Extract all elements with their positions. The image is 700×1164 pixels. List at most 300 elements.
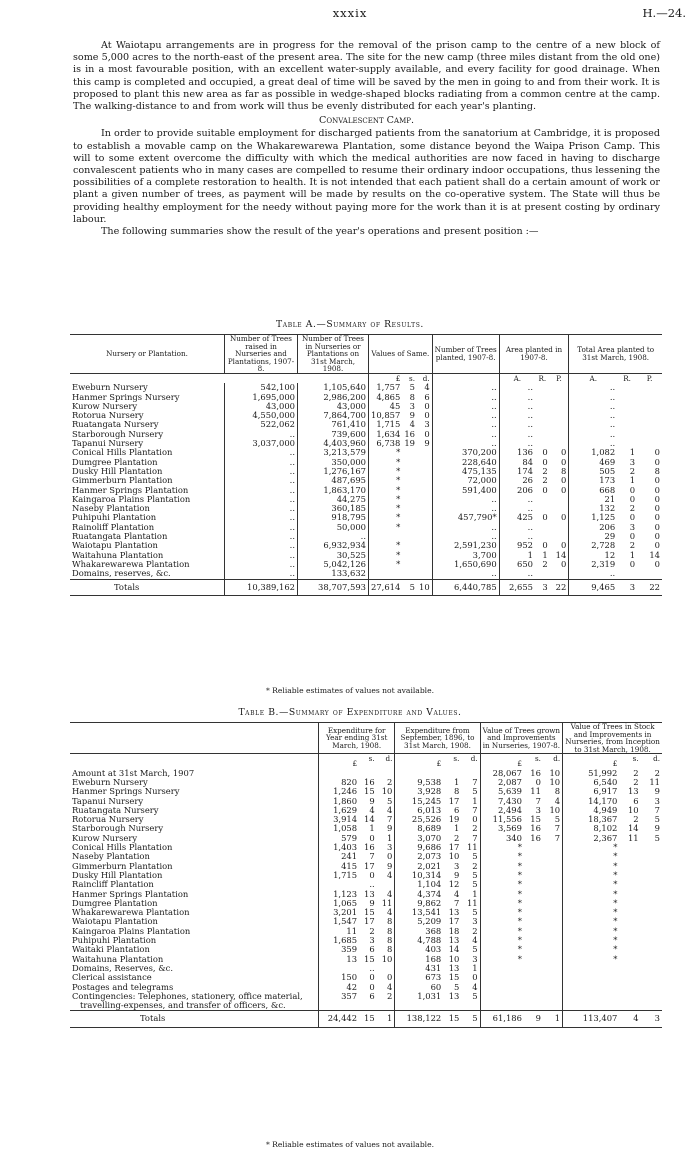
table-cell [402,523,417,532]
table-cell: 3 [629,521,636,532]
table-cell: 6,013 [395,806,443,815]
table-cell: 13,541 [395,908,443,917]
table-cell: 761,410 [298,420,369,429]
table-cell: 1,031 [395,992,443,1011]
table-cell: 5 [472,851,478,862]
table-cell: Ruatangata Nursery [72,804,159,815]
table-cell: 13 [448,962,460,973]
table-cell: 739,600 [298,430,369,439]
table-cell: 4 [424,382,430,393]
table-cell [543,899,563,908]
table-cell: 1 [472,962,478,973]
table-b-header: Value of Trees grown and Improvements in Nurseries, 1907-8. [480,723,563,754]
table-cell: d. [385,754,393,764]
table-cell: 84 [499,458,535,467]
table-cell [543,862,563,871]
table-cell: 132 [569,504,617,513]
table-cell: 1 [472,888,478,899]
table-cell [543,917,563,926]
table-cell: 11 [381,897,393,908]
table-cell: 0 [654,475,660,486]
table-cell: 9 [387,860,393,871]
table-cell: 475,135 [432,467,499,476]
table-cell: .. [432,383,499,392]
table-cell: 2 [654,767,660,778]
table-cell: P. [646,373,653,383]
table-cell: * [480,899,524,908]
table-cell: .. [499,411,535,420]
table-a-units-row [70,373,662,383]
table-cell [543,936,563,945]
table-cell: 5 [472,990,478,1001]
table-cell: 4 [472,981,478,992]
paragraph-waiotapu: At Waiotapu arrangements are in progress for the removal of the prison camp to the centre of a new block of some 5,000 acres to the north-east of the present area. The site for the new camp (three miles distant from the old one) is in a most favourable position, with an excellent water-supply available, and every facility for good drainage. When this camp is completed and occupied, a great deal of time will be saved by the men in going to and from their work. It is proposed to plant this new area as far as possible in wedge-shaped blocks radiating from a common centre at the camp. The walking-distance to and from work will thus be evenly distributed for each year's planting. [73,40,660,113]
table-cell: 5 [554,814,561,825]
table-cell: 3 [454,860,460,871]
table-cell: 3 [535,579,550,595]
table-cell: 0 [424,400,430,411]
table-cell [550,411,569,420]
table-cell: 2 [387,776,393,787]
table-cell: Kurow Nursery [72,400,138,411]
table-cell [524,992,543,1011]
table-a-row [70,448,662,457]
table-cell: 7 [454,897,460,908]
table-cell: 0 [560,540,567,551]
paragraph-summaries-intro: The following summaries show the result of the year's operations and present position :— [101,226,539,238]
table-cell: 3,569 [480,824,524,833]
table-cell: 4,550,000 [225,411,298,420]
table-cell: 4,949 [563,806,620,815]
table-cell: 6,738 [369,439,403,448]
table-cell: d. [470,754,478,764]
table-cell: Dusky Hill Plantation [72,465,163,476]
table-cell: 45 [369,402,403,411]
table-cell: Waitahuna Plantation [72,953,164,964]
table-cell: 1,757 [369,383,403,392]
table-cell: * [369,476,403,485]
table-cell: 5 [454,981,460,992]
table-cell: 7 [554,823,561,834]
table-cell [377,880,395,889]
table-cell [543,927,563,936]
table-cell: 10 [448,851,460,862]
table-cell: 173 [569,476,617,485]
table-cell: 14 [627,823,639,834]
table-cell: 8,102 [563,824,620,833]
table-cell: 16 [530,832,541,843]
table-cell: * [480,927,524,936]
table-cell [377,769,395,778]
table-cell: 60 [395,983,443,992]
table-cell: 1 [629,549,636,560]
table-a-header: Number of Trees planted, 1907-8. [432,335,499,374]
table-cell: .. [225,513,298,522]
table-cell [417,569,432,579]
table-cell: * [563,880,620,889]
table-cell: 4 [369,804,375,815]
table-cell: 0 [560,484,567,495]
table-cell: 2,728 [569,541,617,550]
table-cell: 650 [499,560,535,569]
table-cell: 16 [363,776,375,787]
table-cell: 1,104 [395,880,443,889]
table-cell: 8 [554,786,561,797]
table-cell: .. [499,393,535,402]
table-cell: 16 [530,823,541,834]
table-cell: .. [569,393,617,402]
table-cell: 206 [569,523,617,532]
table-cell: * [369,504,403,513]
table-cell: * [480,890,524,899]
table-a-footnote: * Reliable estimates of values not available. [265,686,435,695]
table-cell: .. [499,430,535,439]
table-cell: 17 [448,842,460,853]
table-b-header: Expenditure from September, 1896, to 31st March, 1908. [395,723,480,754]
table-cell: 2 [633,767,639,778]
table-cell [402,541,417,550]
table-cell: 0 [424,428,430,439]
table-cell [563,983,620,992]
table-cell: 0 [654,503,660,514]
table-cell: Hanmer Springs Plantation [72,888,189,899]
table-cell: 5 [461,1011,480,1027]
table-cell: 11 [319,927,360,936]
table-cell [619,964,640,973]
table-cell: £ [319,754,360,769]
table-cell [641,973,662,982]
table-cell: 0 [629,493,636,504]
table-cell: d. [653,754,660,764]
table-cell [524,908,543,917]
table-cell [619,945,640,954]
table-cell: 6 [424,391,430,402]
table-cell [524,945,543,954]
table-cell: 16 [363,842,375,853]
table-cell [619,843,640,852]
table-cell: 27,614 [369,579,403,595]
table-cell: 18,367 [563,815,620,824]
table-cell: 3,037,000 [225,439,298,448]
table-cell [550,569,569,579]
table-cell: Kaingaroa Plains Plantation [72,493,191,504]
table-cell: s. [632,754,639,764]
table-cell: Naseby Plantation [72,503,150,514]
table-cell: .. [569,420,617,429]
table-cell: 10 [381,786,393,797]
table-cell [550,383,569,392]
table-cell [417,532,432,541]
table-cell: 14 [448,944,460,955]
table-cell: 2,073 [395,852,443,861]
table-cell [641,862,662,871]
table-cell: * [563,945,620,954]
table-cell: 6,440,785 [432,579,499,595]
table-cell: 14 [649,549,660,560]
table-cell: .. [225,458,298,467]
table-cell: .. [499,532,535,541]
table-cell: 3 [654,795,660,806]
table-a-header: Total Area planted to 31st March, 1908. [569,335,662,374]
table-cell: P. [556,373,562,383]
table-cell: 16 [404,428,415,439]
table-cell [70,754,319,769]
table-cell: 0 [387,972,393,983]
table-cell: 425 [499,513,535,522]
table-cell: 0 [472,814,478,825]
table-cell: 0 [542,540,548,551]
table-cell [619,955,640,964]
table-cell: Eweburn Nursery [72,776,148,787]
table-cell: 72,000 [432,476,499,485]
paragraph-convalescent: In order to provide suitable employment for discharged patients from the sanatorium at Cambridge, it is proposed to establish a movable camp on the Whakarewarewa Plantation, some distance beyond the Waipa Prison Camp. This will to some extent overcome the difficulty with which the medical authorities are now faced in having to discharge convalescent patients who in many cases are compelled to resume their ordinary indoor occupations, thus lessening the possibilities of a complete restoration to health. It is not intended that each patient shall do a certain amount of work or plant a given number of trees, as payment will be made by results on the co-operative system. The State will thus be providing healthy employment for the needy without paying more for the work than it is at present costing by ordinary labour. [73,128,660,225]
table-cell [524,890,543,899]
table-cell: 1,082 [569,448,617,457]
table-cell: 9,465 [569,579,617,595]
table-cell [480,973,524,982]
table-cell: 8 [454,786,460,797]
table-cell: 2 [542,475,548,486]
table-cell: 7 [654,804,660,815]
table-cell: Rotorua Nursery [72,410,144,421]
table-cell: 42 [319,983,360,992]
table-cell: * [480,880,524,889]
table-cell: Ruatangata Plantation [72,531,168,542]
table-cell: Starborough Nursery [72,428,164,439]
table-b-row [70,992,662,1011]
table-cell: 4 [619,1011,640,1027]
table-cell: 44,275 [298,495,369,504]
table-cell: 1 [542,549,548,560]
table-cell: .. [225,523,298,532]
table-cell: 6 [369,944,375,955]
table-cell: .. [225,532,298,541]
table-cell: 5,209 [395,917,443,926]
table-cell: 0 [424,410,430,421]
table-cell: 3,928 [395,787,443,796]
table-cell: 11,556 [480,815,524,824]
table-cell: 3 [472,953,478,964]
table-cell: 0 [654,540,660,551]
table-a-header: Area planted in 1907-8. [499,335,569,374]
table-cell: 1,634 [369,430,403,439]
table-cell [641,955,662,964]
table-cell [543,852,563,861]
table-cell: 1,123 [319,890,360,899]
table-a-header: Number of Trees raised in Nurseries and Plantations, 1907-8. [225,335,298,374]
table-cell: 1,715 [369,420,403,429]
table-cell: 6 [633,795,639,806]
table-cell: 542,100 [225,383,298,392]
table-cell: 43,000 [225,402,298,411]
table-cell [524,862,543,871]
table-cell [417,560,432,569]
table-cell: 370,200 [432,448,499,457]
table-cell [637,430,662,439]
table-cell: 7,864,700 [298,411,369,420]
table-cell [619,880,640,889]
table-cell: * [369,495,403,504]
table-cell: 8 [387,925,393,936]
table-cell: 0 [654,456,660,467]
table-cell [617,430,637,439]
table-cell: 5 [402,579,417,595]
table-cell [641,880,662,889]
table-cell: .. [432,420,499,429]
table-cell: 5 [472,869,478,880]
table-a-header: Nursery or Plantation. [70,335,225,374]
table-cell: 0 [629,512,636,523]
table-cell [417,467,432,476]
table-cell: .. [225,495,298,504]
table-cell: Conical Hills Plantation [72,842,173,853]
table-cell: 61,186 [480,1011,524,1027]
table-cell: 0 [629,558,636,569]
table-cell: Postages and telegrams [72,981,174,992]
table-cell: Totals [70,579,225,595]
table-cell [637,420,662,429]
table-cell [617,420,637,429]
table-cell: 0 [542,447,548,458]
table-cell [543,964,563,973]
table-cell: 0 [560,456,567,467]
table-cell: 4 [554,795,561,806]
table-cell: 10 [417,579,432,595]
table-cell [619,992,640,1011]
table-cell: 4 [387,907,393,918]
table-cell: 350,000 [298,458,369,467]
table-cell [641,843,662,852]
table-a-header: Values of Same. [369,335,433,374]
table-cell: 0 [654,512,660,523]
table-cell: 8 [654,465,660,476]
table-cell: 15 [363,907,375,918]
table-cell: 168 [395,955,443,964]
table-cell: 457,790* [432,513,499,522]
table-cell: 1 [387,832,393,843]
table-cell: 18 [448,925,460,936]
table-cell [637,411,662,420]
table-cell [524,843,543,852]
table-cell: 3 [424,419,430,430]
table-cell: 3,213,579 [298,448,369,457]
table-cell [550,430,569,439]
table-cell: * [369,541,403,550]
table-cell: 14 [555,549,567,560]
table-cell: Puhipuhi Plantation [72,512,157,523]
table-cell: Eweburn Nursery [72,382,148,393]
table-cell: 9,862 [395,899,443,908]
table-cell: £ [563,754,620,769]
table-cell [535,523,550,532]
table-cell: 2,494 [480,806,524,815]
table-cell [641,964,662,973]
table-cell: 13 [448,935,460,946]
table-cell: 0 [369,981,375,992]
table-b-totals-row [70,1011,662,1027]
table-cell [524,917,543,926]
table-cell: 1 [454,776,460,787]
table-cell [641,908,662,917]
table-a-row [70,513,662,522]
table-cell: 5 [472,944,478,955]
table-cell: * [480,871,524,880]
table-cell: 1 [377,1011,395,1027]
table-cell: Rainoliff Plantation [72,521,155,532]
table-a-row [70,495,662,504]
table-cell [617,402,637,411]
table-cell [417,495,432,504]
table-cell: .. [569,430,617,439]
table-cell: 1,547 [319,917,360,926]
table-cell: 2 [629,503,636,514]
table-cell: * [480,917,524,926]
table-cell: 11 [466,897,478,908]
table-cell [535,420,550,429]
table-b [70,722,662,1028]
table-cell: 150 [319,973,360,982]
table-cell: 7,430 [480,797,524,806]
table-cell: 10,857 [369,411,403,420]
table-cell: 1,650,690 [432,560,499,569]
table-cell [524,936,543,945]
table-cell: 2 [629,465,636,476]
table-cell: 15 [363,953,375,964]
table-cell: 1,125 [569,513,617,522]
table-cell: Hanmer Springs Nursery [72,391,180,402]
table-cell: .. [432,504,499,513]
table-a-row [70,393,662,402]
table-cell: s. [368,754,375,764]
section-heading: Convalescent Camp. [318,115,415,127]
table-cell [417,541,432,550]
table-cell: 8,689 [395,824,443,833]
table-cell [402,513,417,522]
table-cell: 1,403 [319,843,360,852]
table-cell: 7 [387,814,393,825]
table-cell: * [480,843,524,852]
table-cell: 9 [654,823,660,834]
table-cell: .. [499,495,535,504]
table-cell: 241 [319,852,360,861]
table-cell [543,843,563,852]
table-cell: 1,715 [319,871,360,880]
table-cell: .. [569,569,617,579]
table-cell: 3 [409,400,415,411]
table-cell: 174 [499,467,535,476]
table-cell: 15 [363,786,375,797]
table-cell [619,908,640,917]
table-cell: 12 [448,879,460,890]
table-cell [543,880,563,889]
table-cell: 3 [641,1011,662,1027]
table-cell: 4 [472,935,478,946]
table-cell: 1 [499,551,535,560]
table-cell: .. [225,560,298,569]
table-a-row [70,402,662,411]
table-cell: 1,685 [319,936,360,945]
table-cell: 2 [472,860,478,871]
table-cell: .. [569,402,617,411]
table-cell [619,871,640,880]
table-cell: Waitahuna Plantation [72,549,164,560]
table-cell [524,964,543,973]
table-cell [377,964,395,973]
table-cell: 22 [550,579,569,595]
table-cell: 340 [480,834,524,843]
table-cell: * [563,955,620,964]
table-cell [543,973,563,982]
